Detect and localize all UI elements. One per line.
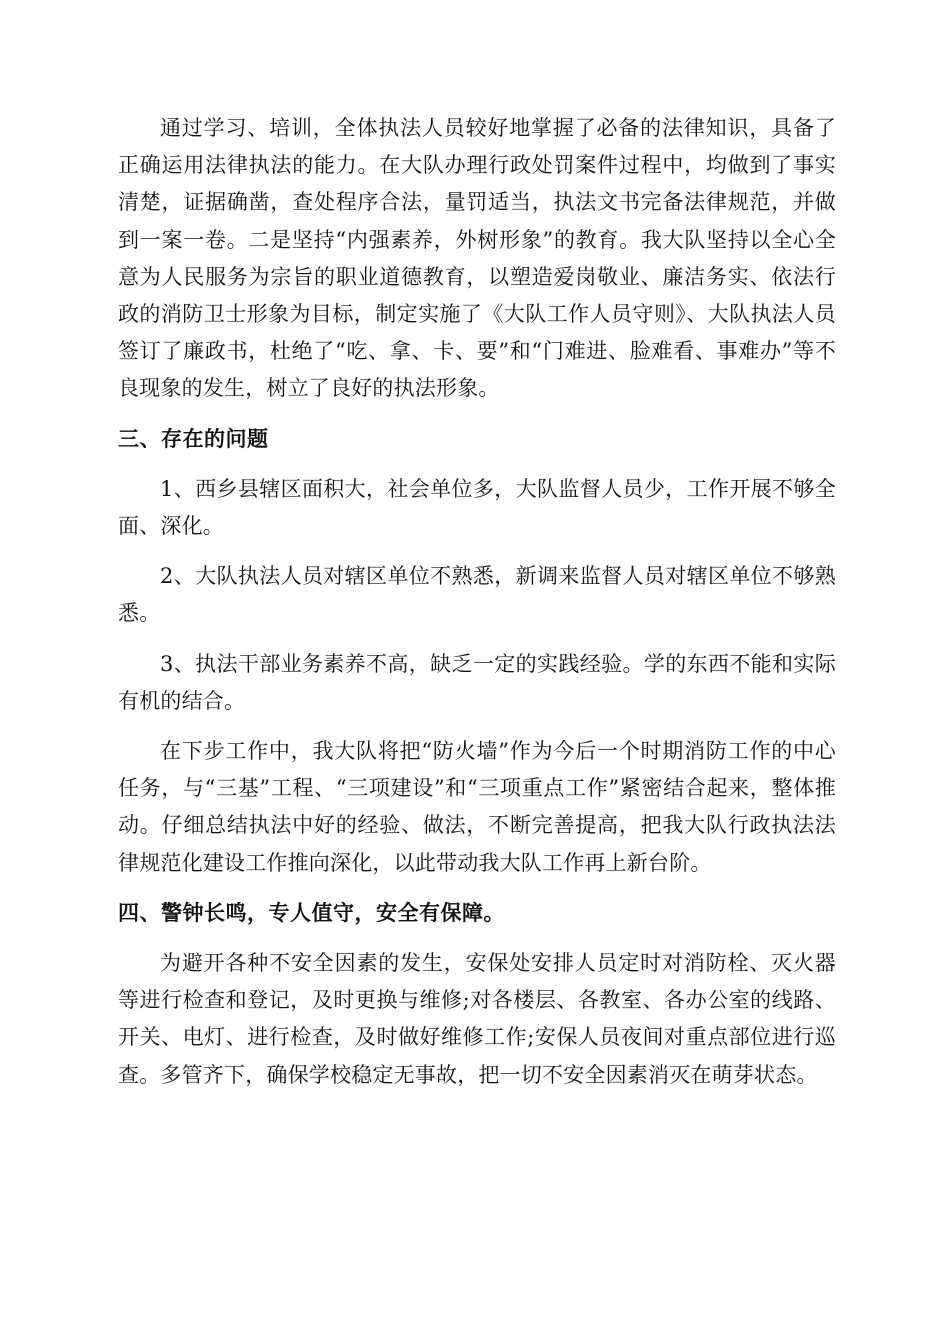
paragraph-next-steps: 在下步工作中，我大队将把“防火墙”作为今后一个时期消防工作的中心任务，与“三基”工程、“三项建设”和“三项重点工作”紧密结合起来，整体推动。仔细总结执法中好的经验、做法，不断完善提高，把我大队行政执法法律规范化建设工作推向深化，以此带动我大队工作再上新台阶。: [118, 739, 836, 875]
paragraph-training-results: 通过学习、培训，全体执法人员较好地掌握了必备的法律知识，具备了正确运用法律执法的能力。在大队办理行政处罚案件过程中，均做到了事实清楚，证据确凿，查处程序合法，量罚适当，执法文书完备法律规范，并做到一案一卷。二是坚持“内强素养，外树形象”的教育。我大队坚持以全心全意为人民服务为宗旨的职业道德教育，以塑造爱岗敬业、廉洁务实、依法行政的消防卫士形象为目标，制定实施了《大队工作人员守则》、大队执法人员签订了廉政书，杜绝了“吃、拿、卡、要”和“门难进、脸难看、事难办”等不良现象的发生，树立了良好的执法形象。: [118, 116, 836, 401]
problem-item-2: 2、大队执法人员对辖区单位不熟悉，新调来监督人员对辖区单位不够熟悉。: [118, 564, 836, 626]
section-heading-safety: 四、警钟长鸣，专人值守，安全有保障。: [118, 900, 505, 925]
problem-item-3: 3、执法干部业务素养不高，缺乏一定的实践经验。学的东西不能和实际有机的结合。: [118, 651, 836, 713]
section-heading-problems: 三、存在的问题: [118, 426, 269, 451]
document-page: [118, 110, 836, 1107]
problem-item-1: 1、西乡县辖区面积大，社会单位多，大队监督人员少，工作开展不够全面、深化。: [118, 476, 836, 539]
paragraph-safety-measures: 为避开各种不安全因素的发生，安保处安排人员定时对消防栓、灭火器等进行检查和登记，及时更换与维修;对各楼层、各教室、各办公室的线路、开关、电灯、进行检查，及时做好维修工作;安保人员夜间对重点部位进行巡查。多管齐下，确保学校稳定无事故，把一切不安全因素消灭在萌芽状态。: [118, 951, 836, 1087]
